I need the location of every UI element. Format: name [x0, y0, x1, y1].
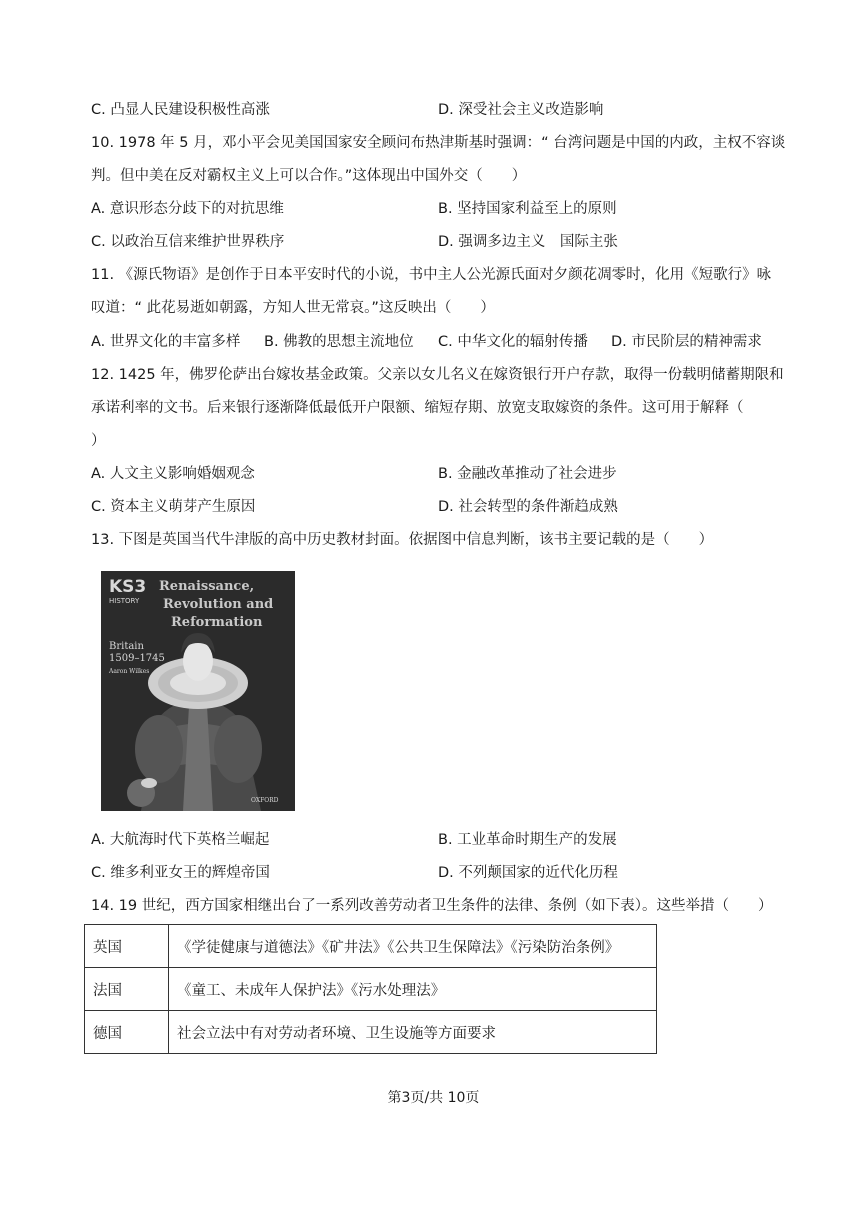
table-cell-country: 德国: [85, 1011, 169, 1054]
page-footer: 第3页/共 10页: [387, 1090, 480, 1106]
cover-badge-sub: HISTORY: [109, 597, 140, 605]
q13-option-a: A. 大航海时代下英格兰崛起: [91, 832, 270, 848]
cover-title-line3: Reformation: [171, 615, 263, 630]
table-cell-laws: 《童工、未成年人保护法》《污水处理法》: [169, 968, 657, 1011]
textbook-cover-image: [101, 571, 295, 811]
q9-option-d: D. 深受社会主义改造影响: [438, 102, 604, 118]
cover-author: Aaron Wilkes: [109, 668, 150, 675]
q10-option-a: A. 意识形态分歧下的对抗思维: [91, 201, 284, 217]
cover-publisher: OXFORD: [251, 797, 279, 804]
q12-stem-line2: 承诺利率的文书。后来银行逐渐降低最低开户限额、缩短存期、放宽支取嫁资的条件。这可用于解释（: [91, 400, 744, 416]
table-row: [85, 968, 657, 1011]
q9-option-c: C. 凸显人民建设积极性高涨: [91, 102, 270, 118]
table-cell-laws: 《学徒健康与道德法》《矿井法》《公共卫生保障法》《污染防治条例》: [169, 925, 657, 968]
q11-stem-line2: 叹道：“ 此花易逝如朝露，方知人世无常哀。”这反映出（ ）: [91, 300, 495, 316]
q12-option-a: A. 人文主义影响婚姻观念: [91, 466, 255, 482]
q13-option-d: D. 不列颠国家的近代化历程: [438, 865, 618, 881]
q12-stem-line3: ）: [91, 433, 106, 449]
cover-portrait-illustration: [101, 571, 295, 811]
q11-option-d: D. 市民阶层的精神需求: [611, 334, 762, 350]
cover-badge: KS3: [109, 577, 147, 597]
labor-law-table: [84, 924, 657, 1054]
q12-stem-line1: 12. 1425 年，佛罗伦萨出台嫁妆基金政策。父亲以女儿名义在嫁资银行开户存款，取得一份载明储蓄期限和: [91, 367, 784, 383]
cover-subtitle-line2: 1509–1745: [109, 653, 165, 664]
cover-title-line2: Revolution and: [163, 597, 274, 612]
table-row: [85, 925, 657, 968]
q12-option-c: C. 资本主义萌芽产生原因: [91, 499, 256, 515]
q14-stem-line1: 14. 19 世纪，西方国家相继出台了一系列改善劳动者卫生条件的法律、条例（如下表）。这些举措（ ）: [91, 898, 773, 914]
table-cell-country: 英国: [85, 925, 169, 968]
q11-option-c: C. 中华文化的辐射传播: [438, 334, 588, 350]
q10-stem-line1: 10. 1978 年 5 月，邓小平会见美国国家安全顾问布热津斯基时强调：“ 台湾问题是中国的内政，主权不容谈: [91, 135, 786, 151]
q10-option-c: C. 以政治互信来维护世界秩序: [91, 234, 285, 250]
q10-stem-line2: 判。但中美在反对霸权主义上可以合作。”这体现出中国外交（ ）: [91, 168, 527, 184]
q13-option-c: C. 维多利亚女王的辉煌帝国: [91, 865, 270, 881]
q10-option-b: B. 坚持国家利益至上的原则: [438, 201, 617, 217]
cover-subtitle-line1: Britain: [109, 641, 144, 652]
q11-stem-line1: 11. 《源氏物语》是创作于日本平安时代的小说，书中主人公光源氏面对夕颜花凋零时，化用《短歌行》咏: [91, 267, 772, 283]
table-cell-laws: 社会立法中有对劳动者环境、卫生设施等方面要求: [169, 1011, 657, 1054]
cover-title-line1: Renaissance,: [159, 579, 255, 594]
table-cell-country: 法国: [85, 968, 169, 1011]
q10-option-d: D. 强调多边主义 国际主张: [438, 234, 618, 250]
table-row: [85, 1011, 657, 1054]
q13-option-b: B. 工业革命时期生产的发展: [438, 832, 617, 848]
q13-stem-line1: 13. 下图是英国当代牛津版的高中历史教材封面。依据图中信息判断，该书主要记载的是（ ）: [91, 532, 714, 548]
q11-option-b: B. 佛教的思想主流地位: [264, 334, 414, 350]
q11-option-a: A. 世界文化的丰富多样: [91, 334, 241, 350]
q12-option-d: D. 社会转型的条件渐趋成熟: [438, 499, 618, 515]
q12-option-b: B. 金融改革推动了社会进步: [438, 466, 617, 482]
